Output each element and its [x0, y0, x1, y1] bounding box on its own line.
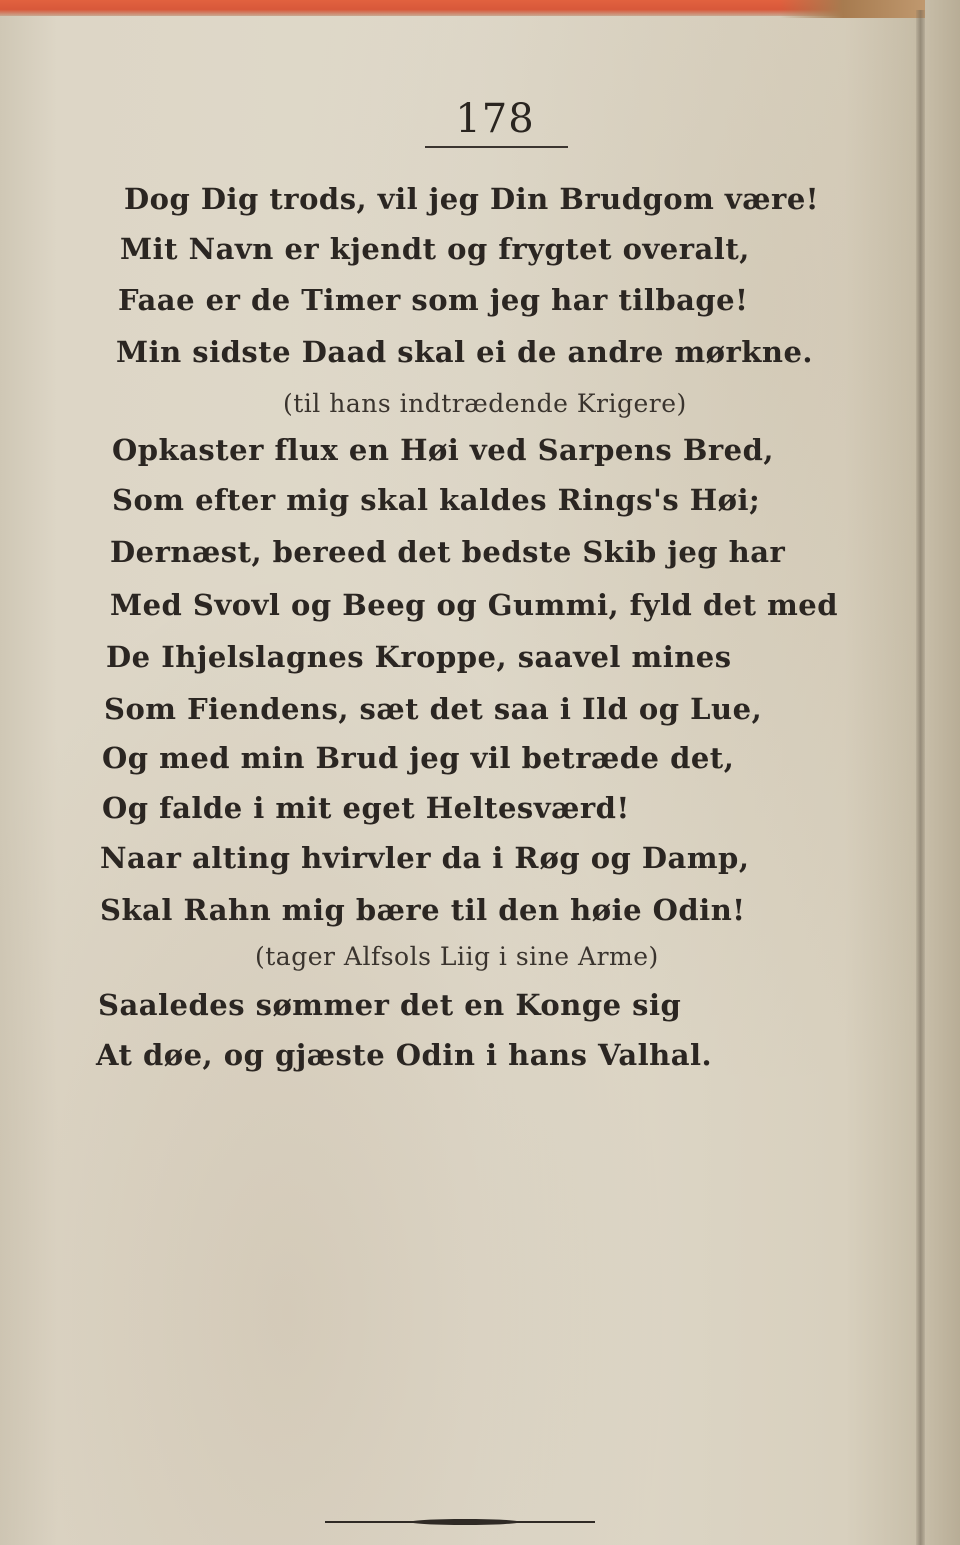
end-ornament-rule: [325, 1519, 595, 1525]
page-gutter-shadow: [925, 0, 960, 1545]
page-gutter-fold: [916, 10, 925, 1545]
page-number: 178: [455, 96, 535, 142]
poem-line: Dog Dig trods, vil jeg Din Brudgom være!: [124, 182, 820, 216]
poem-line: Dernæst, bereed det bedste Skib jeg har: [110, 535, 786, 569]
page-number-rule: [425, 146, 568, 148]
poem-line: Og med min Brud jeg vil betræde det,: [102, 741, 735, 775]
poem-line: Saaledes sømmer det en Konge sig: [98, 988, 682, 1022]
stage-direction: (tager Alfsols Liig i sine Arme): [255, 942, 659, 971]
poem-line: Med Svovl og Beeg og Gummi, fyld det med: [110, 588, 839, 622]
poem-line: Opkaster flux en Høi ved Sarpens Bred,: [112, 433, 774, 467]
poem-line: Skal Rahn mig bære til den høie Odin!: [100, 893, 746, 927]
poem-line: Naar alting hvirvler da i Røg og Damp,: [100, 841, 750, 875]
poem-line: Og falde i mit eget Heltesværd!: [102, 791, 630, 825]
poem-line: Som efter mig skal kaldes Rings's Høi;: [112, 483, 761, 517]
poem-line: At døe, og gjæste Odin i hans Valhal.: [96, 1038, 713, 1072]
poem-line: Mit Navn er kjendt og frygtet overalt,: [120, 232, 750, 266]
poem-line: Min sidste Daad skal ei de andre mørkne.: [116, 335, 814, 369]
poem-line: Som Fiendens, sæt det saa i Ild og Lue,: [104, 692, 763, 726]
poem-line: De Ihjelslagnes Kroppe, saavel mines: [106, 640, 732, 674]
poem-line: Faae er de Timer som jeg har tilbage!: [118, 283, 749, 317]
stage-direction: (til hans indtrædende Krigere): [283, 389, 687, 418]
